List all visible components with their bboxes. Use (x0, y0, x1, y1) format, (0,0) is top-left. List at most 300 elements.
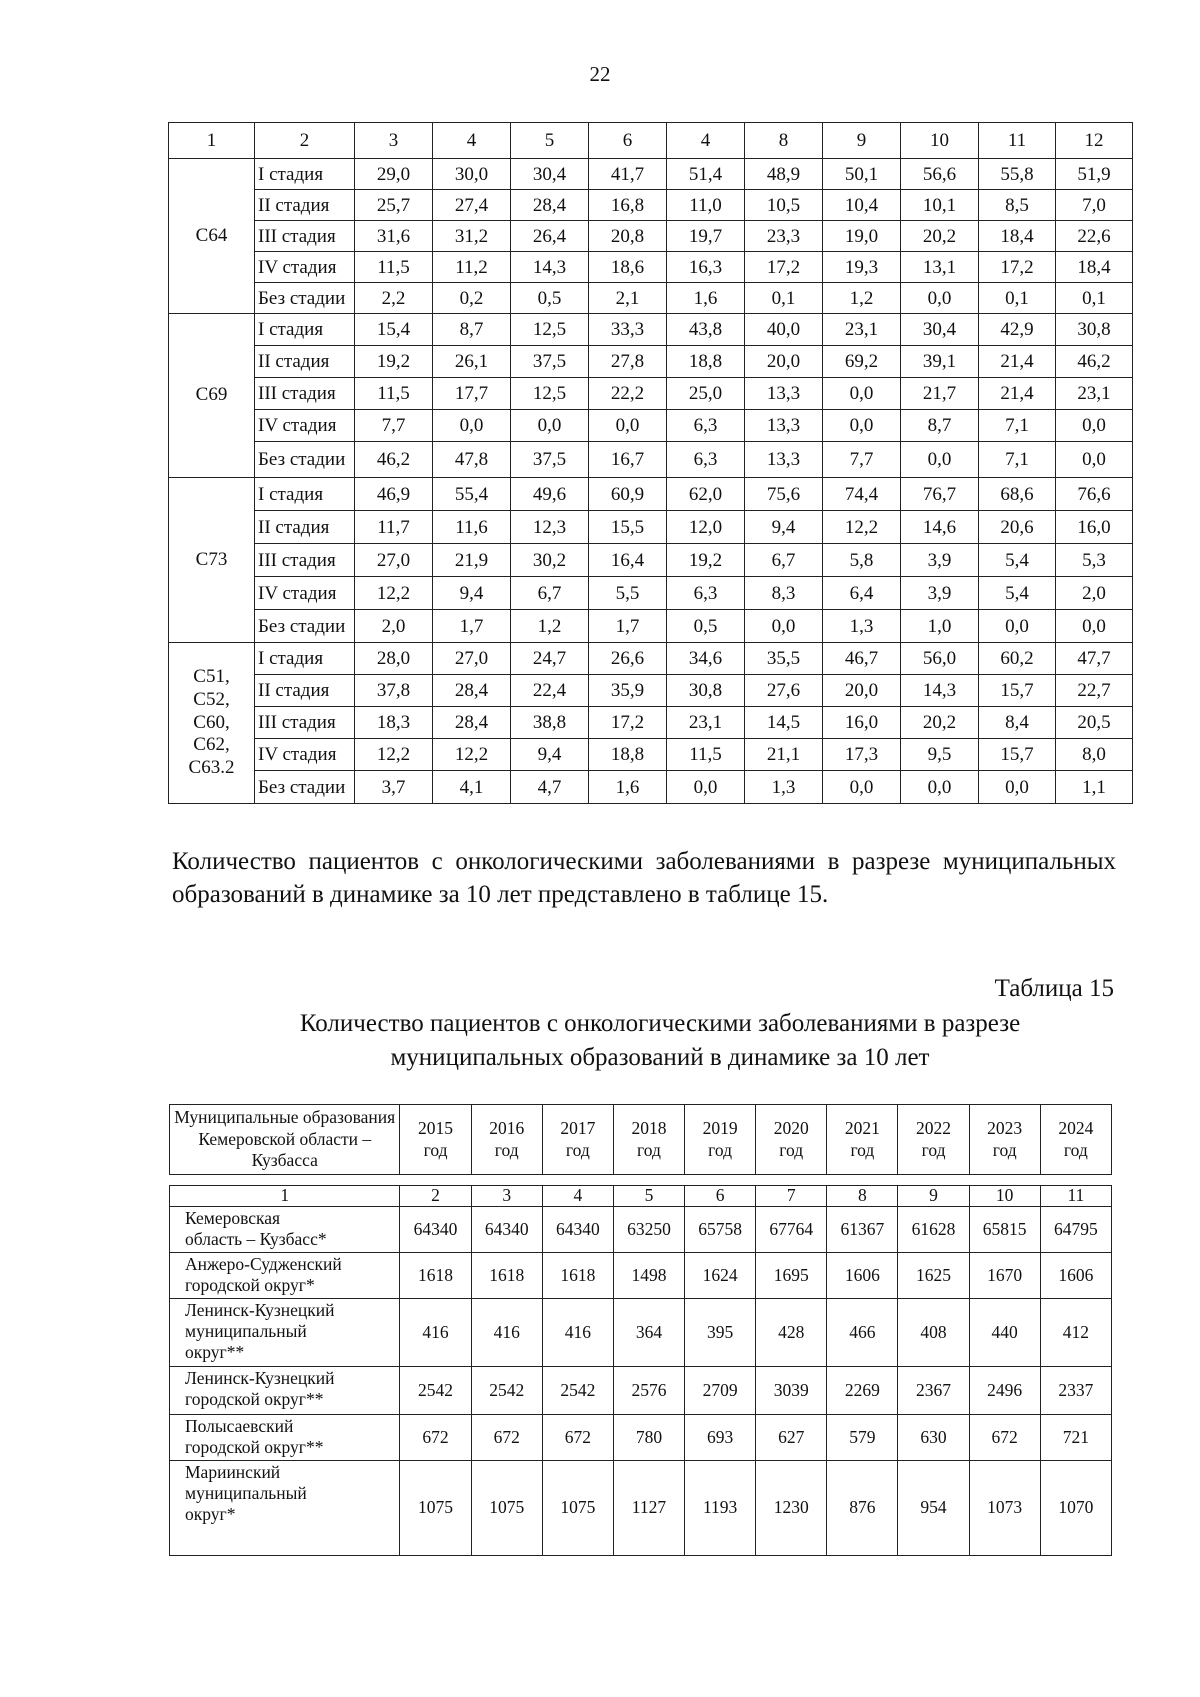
column-number-cell: 10 (901, 123, 979, 159)
column-number-cell: 1 (169, 123, 255, 159)
value-cell: 17,3 (823, 739, 901, 771)
value-cell: 780 (613, 1415, 684, 1461)
value-cell: 16,4 (589, 544, 667, 577)
value-cell: 21,4 (979, 346, 1056, 378)
value-cell: 8,7 (901, 410, 979, 442)
value-cell: 16,7 (589, 442, 667, 478)
table-row (169, 190, 1133, 221)
municipality-name-line: городской округ* (185, 1275, 315, 1295)
table-row (169, 577, 1133, 610)
municipality-name-cell (170, 1415, 400, 1461)
body-paragraph: Количество пациентов с онкологическими заболеваниями в разрезе муниципальных образований в динамике за 10 лет представлено в таблице 15. (172, 848, 1116, 908)
value-cell: 69,2 (823, 346, 901, 378)
value-cell: 27,8 (589, 346, 667, 378)
value-cell: 466 (827, 1299, 898, 1367)
municipality-name-cell (170, 1367, 400, 1415)
value-cell: 23,1 (823, 314, 901, 346)
municipality-name-cell (170, 1207, 400, 1253)
value-cell: 13,3 (745, 442, 823, 478)
value-cell: 6,3 (667, 410, 745, 442)
value-cell: 30,2 (511, 544, 589, 577)
value-cell: 440 (969, 1299, 1040, 1367)
value-cell: 11,2 (433, 252, 511, 283)
table-row (169, 544, 1133, 577)
value-cell: 22,7 (1056, 675, 1133, 707)
stage-cell: I стадия (255, 314, 355, 346)
value-cell: 0,0 (823, 771, 901, 804)
value-cell: 0,1 (1056, 283, 1133, 314)
value-cell: 8,7 (433, 314, 511, 346)
value-cell: 1618 (542, 1253, 613, 1299)
value-cell: 5,4 (979, 577, 1056, 610)
value-cell: 0,0 (823, 378, 901, 410)
value-cell: 1606 (827, 1253, 898, 1299)
diagnosis-code-line: C62, (193, 734, 230, 756)
column-number-cell: 9 (823, 123, 901, 159)
value-cell: 428 (756, 1299, 827, 1367)
value-cell: 0,0 (1056, 410, 1133, 442)
value-cell: 0,5 (511, 283, 589, 314)
value-cell: 76,6 (1056, 478, 1133, 511)
value-cell: 1624 (685, 1253, 756, 1299)
value-cell: 30,0 (433, 159, 511, 190)
value-cell: 30,4 (511, 159, 589, 190)
stage-cell: I стадия (255, 478, 355, 511)
table-row (170, 1461, 1112, 1556)
value-cell: 18,8 (589, 739, 667, 771)
municipal-table-header (169, 1104, 1112, 1175)
value-cell: 41,7 (589, 159, 667, 190)
stage-cell: IV стадия (255, 739, 355, 771)
column-number-cell: 7 (756, 1186, 827, 1207)
value-cell: 27,4 (433, 190, 511, 221)
value-cell: 0,0 (745, 610, 823, 643)
value-cell: 0,0 (1056, 442, 1133, 478)
table-title (160, 1007, 1160, 1075)
table-row (170, 1253, 1112, 1299)
value-cell: 12,5 (511, 314, 589, 346)
column-number-cell: 2 (255, 123, 355, 159)
value-cell: 12,5 (511, 378, 589, 410)
value-cell: 64340 (400, 1207, 471, 1253)
value-cell: 15,4 (355, 314, 433, 346)
value-cell: 14,3 (511, 252, 589, 283)
value-cell: 1,3 (745, 771, 823, 804)
table-row (169, 410, 1133, 442)
value-cell: 1073 (969, 1461, 1040, 1556)
value-cell: 11,0 (667, 190, 745, 221)
year-header-cell: 2018 год (613, 1105, 684, 1175)
value-cell: 29,0 (355, 159, 433, 190)
column-number-cell: 4 (667, 123, 745, 159)
municipality-name-line: Ленинск-Кузнецкий (185, 1368, 335, 1388)
value-cell: 627 (756, 1415, 827, 1461)
value-cell: 61367 (827, 1207, 898, 1253)
value-cell: 2,0 (355, 610, 433, 643)
value-cell: 19,2 (667, 544, 745, 577)
value-cell: 0,1 (979, 283, 1056, 314)
table-row (170, 1367, 1112, 1415)
year-header-cell: 2016 год (471, 1105, 542, 1175)
value-cell: 40,0 (745, 314, 823, 346)
value-cell: 364 (613, 1299, 684, 1367)
municipality-name-cell (170, 1299, 400, 1367)
stage-cell: II стадия (255, 190, 355, 221)
stage-cell: I стадия (255, 159, 355, 190)
value-cell: 3,9 (901, 577, 979, 610)
column-number-cell: 11 (979, 123, 1056, 159)
value-cell: 61628 (898, 1207, 969, 1253)
value-cell: 64340 (542, 1207, 613, 1253)
value-cell: 7,1 (979, 442, 1056, 478)
value-cell: 20,5 (1056, 707, 1133, 739)
value-cell: 18,4 (979, 221, 1056, 252)
value-cell: 23,1 (667, 707, 745, 739)
value-cell: 22,6 (1056, 221, 1133, 252)
value-cell: 46,2 (355, 442, 433, 478)
value-cell: 65815 (969, 1207, 1040, 1253)
value-cell: 47,8 (433, 442, 511, 478)
table-caption: Таблица 15 (994, 975, 1114, 1002)
value-cell: 876 (827, 1461, 898, 1556)
value-cell: 20,0 (823, 675, 901, 707)
value-cell: 20,8 (589, 221, 667, 252)
value-cell: 14,3 (901, 675, 979, 707)
table-row (169, 314, 1133, 346)
value-cell: 412 (1040, 1299, 1111, 1367)
value-cell: 19,7 (667, 221, 745, 252)
table-row (169, 643, 1133, 675)
stage-cell: II стадия (255, 346, 355, 378)
value-cell: 16,0 (1056, 511, 1133, 544)
value-cell: 1695 (756, 1253, 827, 1299)
header-row (170, 1105, 1112, 1175)
value-cell: 18,6 (589, 252, 667, 283)
value-cell: 17,7 (433, 378, 511, 410)
value-cell: 27,6 (745, 675, 823, 707)
value-cell: 3039 (756, 1367, 827, 1415)
value-cell: 42,9 (979, 314, 1056, 346)
value-cell: 1,1 (1056, 771, 1133, 804)
value-cell: 21,1 (745, 739, 823, 771)
column-number-cell: 6 (685, 1186, 756, 1207)
value-cell: 46,7 (823, 643, 901, 675)
diagnosis-code-line: C60, (193, 711, 230, 733)
municipality-name-line: городской округ** (185, 1389, 324, 1409)
value-cell: 7,1 (979, 410, 1056, 442)
value-cell: 55,4 (433, 478, 511, 511)
value-cell: 51,9 (1056, 159, 1133, 190)
stage-cell: III стадия (255, 221, 355, 252)
value-cell: 27,0 (433, 643, 511, 675)
value-cell: 0,0 (433, 410, 511, 442)
stage-distribution-table (168, 122, 1133, 804)
value-cell: 28,0 (355, 643, 433, 675)
value-cell: 3,7 (355, 771, 433, 804)
table-row (169, 283, 1133, 314)
value-cell: 10,1 (901, 190, 979, 221)
table-row (169, 511, 1133, 544)
value-cell: 6,7 (511, 577, 589, 610)
value-cell: 6,7 (745, 544, 823, 577)
column-number-cell: 11 (1040, 1186, 1111, 1207)
value-cell: 0,0 (901, 442, 979, 478)
value-cell: 5,8 (823, 544, 901, 577)
value-cell: 21,4 (979, 378, 1056, 410)
value-cell: 8,5 (979, 190, 1056, 221)
value-cell: 0,0 (901, 283, 979, 314)
value-cell: 0,0 (1056, 610, 1133, 643)
value-cell: 1,6 (667, 283, 745, 314)
year-header-cell: 2024 год (1040, 1105, 1111, 1175)
year-header-cell: 2022 год (898, 1105, 969, 1175)
table-title-line: Количество пациентов с онкологическими заболеваниями в разрезе (299, 1010, 1021, 1037)
value-cell: 56,6 (901, 159, 979, 190)
municipality-header-cell: Муниципальные образования Кемеровской области – Кузбасса (170, 1105, 400, 1175)
value-cell: 19,2 (355, 346, 433, 378)
value-cell: 50,1 (823, 159, 901, 190)
value-cell: 2367 (898, 1367, 969, 1415)
value-cell: 1,7 (433, 610, 511, 643)
value-cell: 416 (471, 1299, 542, 1367)
value-cell: 12,2 (823, 511, 901, 544)
value-cell: 37,8 (355, 675, 433, 707)
value-cell: 2,2 (355, 283, 433, 314)
value-cell: 60,9 (589, 478, 667, 511)
table-row (169, 252, 1133, 283)
value-cell: 630 (898, 1415, 969, 1461)
value-cell: 15,5 (589, 511, 667, 544)
year-header-cell: 2015 год (400, 1105, 471, 1175)
value-cell: 20,2 (901, 707, 979, 739)
stage-cell: IV стадия (255, 252, 355, 283)
value-cell: 16,8 (589, 190, 667, 221)
diagnosis-code-cell (169, 643, 255, 804)
diagnosis-code-cell (169, 478, 255, 643)
municipality-name-line: область – Кузбасс* (185, 1229, 327, 1249)
stage-cell: Без стадии (255, 771, 355, 804)
value-cell: 1625 (898, 1253, 969, 1299)
value-cell: 13,3 (745, 378, 823, 410)
value-cell: 579 (827, 1415, 898, 1461)
stage-cell: IV стадия (255, 410, 355, 442)
table-row (170, 1207, 1112, 1253)
column-number-cell: 3 (355, 123, 433, 159)
column-number-cell: 4 (542, 1186, 613, 1207)
value-cell: 17,2 (589, 707, 667, 739)
value-cell: 4,1 (433, 771, 511, 804)
year-header-cell: 2023 год (969, 1105, 1040, 1175)
value-cell: 14,6 (901, 511, 979, 544)
year-header-cell: 2017 год (542, 1105, 613, 1175)
value-cell: 2496 (969, 1367, 1040, 1415)
column-number-cell: 5 (511, 123, 589, 159)
value-cell: 0,0 (667, 771, 745, 804)
stage-cell: IV стадия (255, 577, 355, 610)
value-cell: 64795 (1040, 1207, 1111, 1253)
value-cell: 11,5 (355, 252, 433, 283)
column-number-cell: 12 (1056, 123, 1133, 159)
value-cell: 17,2 (979, 252, 1056, 283)
municipality-name-line: округ* (185, 1504, 236, 1524)
value-cell: 25,0 (667, 378, 745, 410)
value-cell: 17,2 (745, 252, 823, 283)
value-cell: 0,5 (667, 610, 745, 643)
value-cell: 31,6 (355, 221, 433, 252)
column-number-cell: 10 (969, 1186, 1040, 1207)
value-cell: 18,4 (1056, 252, 1133, 283)
value-cell: 2,0 (1056, 577, 1133, 610)
value-cell: 0,1 (745, 283, 823, 314)
value-cell: 11,6 (433, 511, 511, 544)
value-cell: 23,1 (1056, 378, 1133, 410)
value-cell: 37,5 (511, 442, 589, 478)
value-cell: 20,0 (745, 346, 823, 378)
table-row (169, 346, 1133, 378)
value-cell: 62,0 (667, 478, 745, 511)
value-cell: 0,0 (823, 410, 901, 442)
value-cell: 1070 (1040, 1461, 1111, 1556)
value-cell: 16,3 (667, 252, 745, 283)
stage-cell: Без стадии (255, 442, 355, 478)
value-cell: 21,9 (433, 544, 511, 577)
value-cell: 8,3 (745, 577, 823, 610)
value-cell: 56,0 (901, 643, 979, 675)
municipality-name-line: городской округ** (185, 1437, 324, 1457)
table-row (169, 159, 1133, 190)
value-cell: 35,5 (745, 643, 823, 675)
value-cell: 416 (542, 1299, 613, 1367)
value-cell: 5,5 (589, 577, 667, 610)
value-cell: 9,4 (745, 511, 823, 544)
municipality-name-line: Кемеровская (185, 1208, 281, 1228)
value-cell: 1075 (471, 1461, 542, 1556)
diagnosis-code-cell (169, 314, 255, 478)
table-row (169, 707, 1133, 739)
value-cell: 0,0 (511, 410, 589, 442)
value-cell: 408 (898, 1299, 969, 1367)
value-cell: 0,0 (589, 410, 667, 442)
column-number-cell: 8 (827, 1186, 898, 1207)
table-row (169, 478, 1133, 511)
value-cell: 30,4 (901, 314, 979, 346)
municipality-name-line: Ленинск-Кузнецкий (185, 1300, 335, 1320)
value-cell: 2576 (613, 1367, 684, 1415)
value-cell: 954 (898, 1461, 969, 1556)
value-cell: 26,6 (589, 643, 667, 675)
value-cell: 1606 (1040, 1253, 1111, 1299)
value-cell: 20,2 (901, 221, 979, 252)
value-cell: 8,0 (1056, 739, 1133, 771)
value-cell: 60,2 (979, 643, 1056, 675)
municipality-name-line: Анжеро-Судженский (185, 1254, 342, 1274)
stage-cell: II стадия (255, 511, 355, 544)
column-number-cell: 9 (898, 1186, 969, 1207)
value-cell: 2269 (827, 1367, 898, 1415)
value-cell: 14,5 (745, 707, 823, 739)
value-cell: 11,7 (355, 511, 433, 544)
value-cell: 0,0 (979, 610, 1056, 643)
value-cell: 1,2 (511, 610, 589, 643)
value-cell: 1,3 (823, 610, 901, 643)
value-cell: 20,6 (979, 511, 1056, 544)
column-number-cell: 1 (170, 1186, 400, 1207)
value-cell: 75,6 (745, 478, 823, 511)
value-cell: 1127 (613, 1461, 684, 1556)
value-cell: 13,3 (745, 410, 823, 442)
value-cell: 7,0 (1056, 190, 1133, 221)
value-cell: 2709 (685, 1367, 756, 1415)
value-cell: 1618 (471, 1253, 542, 1299)
value-cell: 2337 (1040, 1367, 1111, 1415)
value-cell: 1670 (969, 1253, 1040, 1299)
value-cell: 76,7 (901, 478, 979, 511)
value-cell: 12,0 (667, 511, 745, 544)
value-cell: 12,3 (511, 511, 589, 544)
value-cell: 16,0 (823, 707, 901, 739)
value-cell: 34,6 (667, 643, 745, 675)
value-cell: 721 (1040, 1415, 1111, 1461)
column-number-cell: 4 (433, 123, 511, 159)
column-number-cell: 2 (400, 1186, 471, 1207)
value-cell: 47,7 (1056, 643, 1133, 675)
value-cell: 37,5 (511, 346, 589, 378)
municipality-name-cell (170, 1461, 400, 1556)
value-cell: 51,4 (667, 159, 745, 190)
stage-cell: Без стадии (255, 283, 355, 314)
column-number-cell: 6 (589, 123, 667, 159)
value-cell: 38,8 (511, 707, 589, 739)
municipality-name-line: Мариинский (185, 1462, 281, 1482)
value-cell: 672 (969, 1415, 1040, 1461)
value-cell: 18,8 (667, 346, 745, 378)
value-cell: 35,9 (589, 675, 667, 707)
diagnosis-code-line: C64 (195, 224, 228, 246)
table-row (169, 442, 1133, 478)
value-cell: 0,0 (979, 771, 1056, 804)
municipality-name-cell (170, 1253, 400, 1299)
column-number-cell: 8 (745, 123, 823, 159)
value-cell: 3,9 (901, 544, 979, 577)
value-cell: 67764 (756, 1207, 827, 1253)
table-row (169, 378, 1133, 410)
value-cell: 23,3 (745, 221, 823, 252)
value-cell: 13,1 (901, 252, 979, 283)
value-cell: 28,4 (511, 190, 589, 221)
municipality-name-line: муниципальный (185, 1483, 307, 1503)
value-cell: 74,4 (823, 478, 901, 511)
page-number: 22 (589, 62, 611, 86)
value-cell: 9,5 (901, 739, 979, 771)
municipality-name-line: муниципальный (185, 1321, 307, 1341)
value-cell: 12,2 (355, 577, 433, 610)
value-cell: 5,3 (1056, 544, 1133, 577)
value-cell: 7,7 (823, 442, 901, 478)
value-cell: 10,4 (823, 190, 901, 221)
diagnosis-code-cell (169, 159, 255, 314)
value-cell: 0,0 (901, 771, 979, 804)
stage-cell: III стадия (255, 707, 355, 739)
value-cell: 63250 (613, 1207, 684, 1253)
municipal-patients-table (169, 1185, 1112, 1556)
value-cell: 46,9 (355, 478, 433, 511)
value-cell: 12,2 (433, 739, 511, 771)
diagnosis-code-line: C69 (195, 384, 228, 406)
value-cell: 1193 (685, 1461, 756, 1556)
column-number-cell: 3 (471, 1186, 542, 1207)
value-cell: 64340 (471, 1207, 542, 1253)
table-row (169, 771, 1133, 804)
